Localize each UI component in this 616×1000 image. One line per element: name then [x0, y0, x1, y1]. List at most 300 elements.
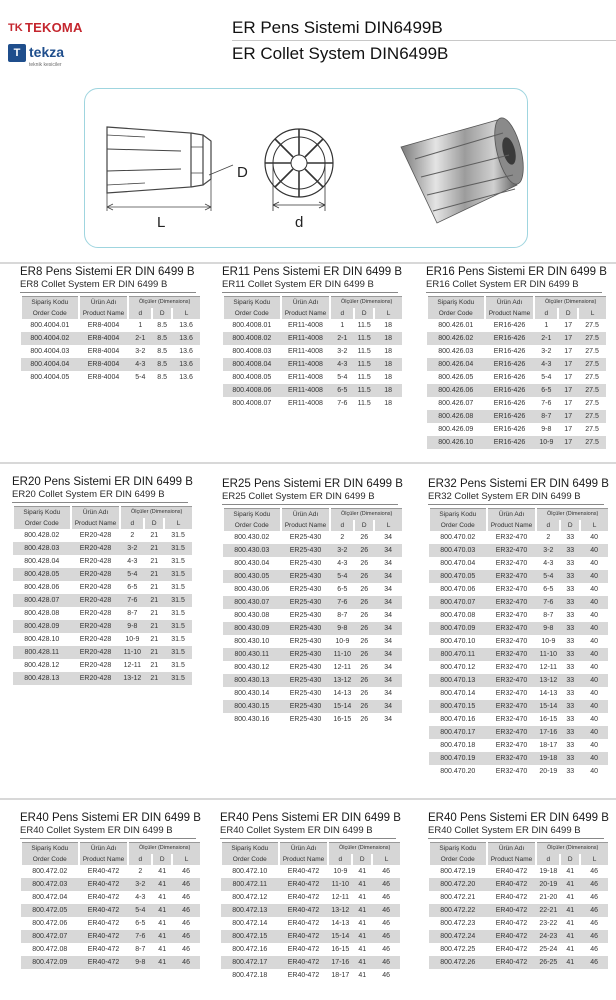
- cell-product-name: ER16-426: [485, 371, 535, 384]
- cell-order-code: 800.472.07: [21, 930, 79, 943]
- cell-d: 5-4: [534, 371, 558, 384]
- cell-L: 31.5: [164, 594, 192, 607]
- cell-D: 41: [152, 943, 172, 956]
- cell-product-name: ER25-430: [281, 674, 331, 687]
- cell-L: 34: [374, 570, 402, 583]
- cell-d: 4-3: [330, 358, 354, 371]
- cell-L: 40: [580, 687, 608, 700]
- cell-L: 40: [580, 713, 608, 726]
- cell-D: 17: [558, 371, 578, 384]
- cell-order-code: 800.428.04: [13, 555, 71, 568]
- cell-order-code: 800.430.15: [223, 700, 281, 713]
- cell-D: 11.5: [354, 358, 374, 371]
- cell-L: 46: [372, 969, 400, 982]
- cell-L: 46: [580, 878, 608, 891]
- cell-L: 34: [374, 661, 402, 674]
- cell-d: 8-7: [536, 609, 560, 622]
- cell-order-code: 800.430.12: [223, 661, 281, 674]
- cell-order-code: 800.470.05: [429, 570, 487, 583]
- tekza-tagline: teknik kesiciler: [29, 62, 62, 68]
- cell-L: 34: [374, 700, 402, 713]
- cell-product-name: ER16-426: [485, 423, 535, 436]
- cell-L: 31.5: [164, 672, 192, 685]
- cell-d: 3-2: [330, 544, 354, 557]
- table-row: [221, 904, 400, 917]
- cell-L: 18: [374, 332, 402, 345]
- cell-d: 12-11: [120, 659, 144, 672]
- cell-d: 2-1: [330, 332, 354, 345]
- table-row: [21, 371, 200, 384]
- cell-order-code: 800.430.07: [223, 596, 281, 609]
- cell-D: 26: [354, 557, 374, 570]
- cell-d: 16-15: [536, 713, 560, 726]
- cell-d: 22-21: [536, 904, 560, 917]
- cell-L: 34: [374, 648, 402, 661]
- cell-order-code: 800.470.20: [429, 765, 487, 778]
- cell-L: 31.5: [164, 633, 192, 646]
- cell-d: 11-10: [330, 648, 354, 661]
- cell-d: 10-9: [330, 635, 354, 648]
- cell-product-name: ER40-472: [79, 943, 129, 956]
- cell-D: 41: [152, 930, 172, 943]
- cell-d: 2: [120, 529, 144, 542]
- cell-d: 12-11: [536, 661, 560, 674]
- cell-D: 21: [144, 581, 164, 594]
- cell-order-code: 800.428.12: [13, 659, 71, 672]
- cell-D: 11.5: [354, 345, 374, 358]
- collet-photo: [401, 115, 529, 223]
- cell-d: 8-7: [128, 943, 152, 956]
- cell-product-name: ER40-472: [279, 865, 329, 878]
- cell-order-code: 800.426.03: [427, 345, 485, 358]
- cell-product-name: ER11-4008: [281, 384, 331, 397]
- table-block-er32: [428, 478, 614, 778]
- cell-D: 41: [352, 904, 372, 917]
- cell-D: 11.5: [354, 332, 374, 345]
- cell-L: 46: [172, 956, 200, 969]
- cell-d: 19-18: [536, 865, 560, 878]
- cell-order-code: 800.426.09: [427, 423, 485, 436]
- page-title-en: ER Collet System DIN6499B: [232, 44, 449, 63]
- cell-L: 27.5: [578, 397, 606, 410]
- cell-D: 33: [560, 700, 580, 713]
- table-row: [429, 726, 608, 739]
- cell-product-name: ER16-426: [485, 319, 535, 332]
- cell-L: 40: [580, 596, 608, 609]
- col-header-dimensions: Ölçüler (Dimensions): [330, 297, 402, 308]
- table-row: [429, 752, 608, 765]
- cell-order-code: 800.428.13: [13, 672, 71, 685]
- table-row: [21, 943, 200, 956]
- cell-product-name: ER25-430: [281, 648, 331, 661]
- col-header-name: Ürün Adı: [487, 509, 537, 520]
- cell-L: 40: [580, 609, 608, 622]
- block-title: ER20 Pens Sistemi ER DIN 6499 B: [12, 476, 193, 488]
- table-row: [223, 648, 402, 661]
- title-divider: [232, 40, 616, 41]
- table-row: [13, 672, 192, 685]
- table-row: [427, 410, 606, 423]
- col-header-code: Sipariş Kodu: [429, 509, 487, 520]
- block-title: ER40 Pens Sistemi ER DIN 6499 B: [220, 812, 401, 824]
- cell-d: 1: [330, 319, 354, 332]
- cell-order-code: 800.430.02: [223, 531, 281, 544]
- table-row: [427, 371, 606, 384]
- cell-L: 40: [580, 583, 608, 596]
- table-row: [223, 583, 402, 596]
- table-row: [429, 609, 608, 622]
- cell-order-code: 800.472.17: [221, 956, 279, 969]
- cell-D: 41: [352, 865, 372, 878]
- cell-order-code: 800.470.11: [429, 648, 487, 661]
- cell-d: 5-4: [120, 568, 144, 581]
- cell-order-code: 800.430.09: [223, 622, 281, 635]
- cell-order-code: 800.472.06: [21, 917, 79, 930]
- cell-L: 27.5: [578, 358, 606, 371]
- table-row: [429, 544, 608, 557]
- cell-product-name: ER40-472: [487, 930, 537, 943]
- cell-D: 17: [558, 423, 578, 436]
- table-row: [429, 904, 608, 917]
- cell-product-name: ER20-428: [71, 529, 121, 542]
- cell-d: 16-15: [328, 943, 352, 956]
- table-row: [13, 646, 192, 659]
- cell-product-name: ER40-472: [79, 904, 129, 917]
- cell-d: 7-6: [330, 596, 354, 609]
- cell-d: 9-8: [330, 622, 354, 635]
- table-row: [429, 570, 608, 583]
- col-header-code: Sipariş Kodu: [21, 297, 79, 308]
- cell-product-name: ER25-430: [281, 713, 331, 726]
- cell-d: 6-5: [120, 581, 144, 594]
- cell-D: 33: [560, 635, 580, 648]
- cell-order-code: 800.472.18: [221, 969, 279, 982]
- cell-order-code: 800.470.09: [429, 622, 487, 635]
- col-header-name: Ürün Adı: [281, 297, 331, 308]
- cell-D: 21: [144, 633, 164, 646]
- col-header-L: L: [580, 520, 608, 531]
- cell-d: 11-10: [328, 878, 352, 891]
- cell-product-name: ER25-430: [281, 687, 331, 700]
- cell-d: 4-3: [128, 358, 152, 371]
- cell-L: 31.5: [164, 568, 192, 581]
- table-row: [221, 930, 400, 943]
- col-header-D: D: [152, 308, 172, 319]
- cell-order-code: 800.430.10: [223, 635, 281, 648]
- cell-product-name: ER40-472: [487, 917, 537, 930]
- cell-D: 26: [354, 609, 374, 622]
- cell-order-code: 800.472.08: [21, 943, 79, 956]
- col-header-name: Ürün Adı: [79, 843, 129, 854]
- cell-L: 40: [580, 544, 608, 557]
- cell-D: 21: [144, 646, 164, 659]
- cell-d: 14-13: [328, 917, 352, 930]
- col-header-L: L: [164, 518, 192, 529]
- collet-table: [20, 842, 200, 969]
- table-row: [221, 878, 400, 891]
- cell-D: 33: [560, 726, 580, 739]
- cell-L: 34: [374, 609, 402, 622]
- cell-L: 18: [374, 371, 402, 384]
- cell-product-name: ER40-472: [279, 943, 329, 956]
- collet-front-view: [265, 129, 333, 211]
- table-row: [223, 570, 402, 583]
- cell-order-code: 800.4004.01: [21, 319, 79, 332]
- cell-L: 46: [372, 904, 400, 917]
- cell-product-name: ER20-428: [71, 607, 121, 620]
- col-header-code-en: Order Code: [21, 854, 79, 865]
- block-subtitle: ER8 Collet System ER DIN 6499 B: [20, 279, 168, 290]
- cell-product-name: ER20-428: [71, 542, 121, 555]
- col-header-dimensions: Ölçüler (Dimensions): [536, 843, 608, 854]
- block-title: ER40 Pens Sistemi ER DIN 6499 B: [428, 812, 609, 824]
- table-row: [427, 384, 606, 397]
- col-header-dimensions: Ölçüler (Dimensions): [534, 297, 606, 308]
- table-row: [429, 635, 608, 648]
- page-header: [0, 0, 616, 80]
- cell-d: 9-8: [534, 423, 558, 436]
- cell-d: 5-4: [330, 371, 354, 384]
- col-header-code: Sipariş Kodu: [21, 843, 79, 854]
- col-header-code-en: Order Code: [427, 308, 485, 319]
- col-header-L: L: [172, 854, 200, 865]
- cell-product-name: ER32-470: [487, 687, 537, 700]
- cell-d: 20-19: [536, 878, 560, 891]
- cell-L: 27.5: [578, 345, 606, 358]
- cell-d: 2: [128, 865, 152, 878]
- block-title: ER16 Pens Sistemi ER DIN 6499 B: [426, 266, 607, 278]
- cell-D: 21: [144, 594, 164, 607]
- cell-L: 46: [580, 865, 608, 878]
- cell-L: 27.5: [578, 332, 606, 345]
- cell-D: 26: [354, 687, 374, 700]
- cell-product-name: ER16-426: [485, 384, 535, 397]
- cell-product-name: ER32-470: [487, 674, 537, 687]
- cell-D: 11.5: [354, 319, 374, 332]
- col-header-name-en: Product Name: [487, 520, 537, 531]
- cell-d: 3-2: [128, 345, 152, 358]
- cell-d: 10-9: [534, 436, 558, 449]
- cell-L: 46: [372, 930, 400, 943]
- tekoma-logo: [8, 20, 83, 35]
- cell-L: 46: [372, 956, 400, 969]
- cell-L: 40: [580, 700, 608, 713]
- cell-order-code: 800.428.11: [13, 646, 71, 659]
- col-header-d: d: [330, 308, 354, 319]
- cell-D: 41: [560, 917, 580, 930]
- cell-order-code: 800.4008.05: [223, 371, 281, 384]
- cell-D: 41: [560, 943, 580, 956]
- block-underline: [20, 838, 196, 839]
- cell-L: 31.5: [164, 529, 192, 542]
- cell-L: 31.5: [164, 542, 192, 555]
- block-underline: [222, 292, 398, 293]
- collet-table: [12, 506, 192, 685]
- col-header-code: Sipariş Kodu: [13, 507, 71, 518]
- collet-table: [222, 296, 402, 410]
- table-row: [223, 332, 402, 345]
- cell-order-code: 800.426.08: [427, 410, 485, 423]
- cell-product-name: ER32-470: [487, 713, 537, 726]
- cell-D: 26: [354, 583, 374, 596]
- table-row: [13, 529, 192, 542]
- table-row: [223, 319, 402, 332]
- cell-D: 26: [354, 570, 374, 583]
- cell-order-code: 800.430.05: [223, 570, 281, 583]
- cell-D: 33: [560, 648, 580, 661]
- block-subtitle: ER40 Collet System ER DIN 6499 B: [428, 825, 581, 836]
- cell-product-name: ER11-4008: [281, 332, 331, 345]
- table-row: [427, 358, 606, 371]
- cell-d: 21-20: [536, 891, 560, 904]
- cell-product-name: ER25-430: [281, 570, 331, 583]
- cell-order-code: 800.472.12: [221, 891, 279, 904]
- cell-product-name: ER25-430: [281, 596, 331, 609]
- cell-order-code: 800.430.03: [223, 544, 281, 557]
- table-row: [223, 371, 402, 384]
- table-row: [429, 765, 608, 778]
- cell-product-name: ER25-430: [281, 583, 331, 596]
- table-row: [429, 622, 608, 635]
- cell-L: 46: [580, 930, 608, 943]
- cell-product-name: ER32-470: [487, 596, 537, 609]
- col-header-name-en: Product Name: [79, 308, 129, 319]
- cell-order-code: 800.470.03: [429, 544, 487, 557]
- table-row: [429, 865, 608, 878]
- cell-order-code: 800.470.13: [429, 674, 487, 687]
- col-header-name: Ürün Adı: [281, 509, 331, 520]
- block-subtitle: ER25 Collet System ER DIN 6499 B: [222, 491, 375, 502]
- cell-order-code: 800.472.21: [429, 891, 487, 904]
- col-header-dimensions: Ölçüler (Dimensions): [128, 297, 200, 308]
- col-header-d: d: [120, 518, 144, 529]
- collet-table: [426, 296, 606, 449]
- col-header-name-en: Product Name: [71, 518, 121, 529]
- cell-D: 41: [352, 943, 372, 956]
- cell-product-name: ER40-472: [79, 917, 129, 930]
- cell-order-code: 800.430.04: [223, 557, 281, 570]
- cell-order-code: 800.430.08: [223, 609, 281, 622]
- cell-product-name: ER32-470: [487, 752, 537, 765]
- cell-D: 26: [354, 700, 374, 713]
- cell-D: 17: [558, 397, 578, 410]
- cell-D: 41: [152, 904, 172, 917]
- cell-product-name: ER40-472: [79, 878, 129, 891]
- cell-product-name: ER40-472: [279, 917, 329, 930]
- cell-product-name: ER32-470: [487, 700, 537, 713]
- table-row: [13, 581, 192, 594]
- cell-D: 41: [152, 865, 172, 878]
- cell-D: 33: [560, 583, 580, 596]
- cell-D: 26: [354, 622, 374, 635]
- cell-order-code: 800.426.06: [427, 384, 485, 397]
- table-row: [429, 917, 608, 930]
- cell-D: 8.5: [152, 371, 172, 384]
- cell-product-name: ER40-472: [279, 878, 329, 891]
- cell-L: 46: [172, 943, 200, 956]
- cell-D: 41: [352, 917, 372, 930]
- cell-order-code: 800.472.02: [21, 865, 79, 878]
- cell-product-name: ER40-472: [79, 930, 129, 943]
- table-row: [223, 674, 402, 687]
- cell-order-code: 800.4004.03: [21, 345, 79, 358]
- table-block-er40-b: [220, 812, 406, 982]
- table-row: [13, 659, 192, 672]
- cell-L: 34: [374, 674, 402, 687]
- cell-product-name: ER40-472: [487, 891, 537, 904]
- cell-L: 18: [374, 319, 402, 332]
- cell-L: 40: [580, 570, 608, 583]
- cell-L: 46: [172, 904, 200, 917]
- col-header-name: Ürün Adı: [71, 507, 121, 518]
- col-header-dimensions: Ölçüler (Dimensions): [328, 843, 400, 854]
- table-row: [429, 943, 608, 956]
- collet-table: [222, 508, 402, 726]
- cell-order-code: 800.430.11: [223, 648, 281, 661]
- cell-L: 34: [374, 687, 402, 700]
- cell-D: 33: [560, 557, 580, 570]
- cell-product-name: ER32-470: [487, 570, 537, 583]
- cell-order-code: 800.470.04: [429, 557, 487, 570]
- cell-L: 46: [172, 930, 200, 943]
- cell-order-code: 800.430.14: [223, 687, 281, 700]
- cell-L: 18: [374, 345, 402, 358]
- block-title: ER40 Pens Sistemi ER DIN 6499 B: [20, 812, 201, 824]
- cell-product-name: ER40-472: [279, 969, 329, 982]
- cell-order-code: 800.472.14: [221, 917, 279, 930]
- col-header-code: Sipariş Kodu: [223, 509, 281, 520]
- cell-L: 46: [372, 917, 400, 930]
- cell-L: 40: [580, 622, 608, 635]
- cell-order-code: 800.472.11: [221, 878, 279, 891]
- cell-d: 4-3: [534, 358, 558, 371]
- col-header-d: d: [328, 854, 352, 865]
- col-header-d: d: [534, 308, 558, 319]
- cell-order-code: 800.470.07: [429, 596, 487, 609]
- collet-diagram-panel: [84, 88, 528, 248]
- block-subtitle: ER40 Collet System ER DIN 6499 B: [20, 825, 173, 836]
- col-header-D: D: [152, 854, 172, 865]
- block-title: ER25 Pens Sistemi ER DIN 6499 B: [222, 478, 403, 490]
- cell-d: 12-11: [330, 661, 354, 674]
- cell-order-code: 800.472.25: [429, 943, 487, 956]
- cell-D: 21: [144, 620, 164, 633]
- cell-L: 34: [374, 544, 402, 557]
- cell-d: 6-5: [534, 384, 558, 397]
- cell-order-code: 800.472.20: [429, 878, 487, 891]
- page-title-tr: ER Pens Sistemi DIN6499B: [232, 18, 443, 37]
- section-divider: [0, 462, 616, 464]
- cell-D: 26: [354, 635, 374, 648]
- block-subtitle: ER32 Collet System ER DIN 6499 B: [428, 491, 581, 502]
- cell-D: 17: [558, 345, 578, 358]
- cell-product-name: ER20-428: [71, 555, 121, 568]
- cell-D: 8.5: [152, 358, 172, 371]
- label-d: d: [295, 214, 304, 231]
- cell-D: 17: [558, 410, 578, 423]
- table-row: [21, 358, 200, 371]
- tekza-logo: [8, 44, 64, 68]
- cell-product-name: ER40-472: [279, 956, 329, 969]
- table-row: [221, 917, 400, 930]
- cell-order-code: 800.472.05: [21, 904, 79, 917]
- cell-order-code: 800.426.10: [427, 436, 485, 449]
- cell-d: 24-23: [536, 930, 560, 943]
- cell-L: 18: [374, 397, 402, 410]
- cell-L: 46: [580, 956, 608, 969]
- cell-L: 13.6: [172, 371, 200, 384]
- col-header-L: L: [578, 308, 606, 319]
